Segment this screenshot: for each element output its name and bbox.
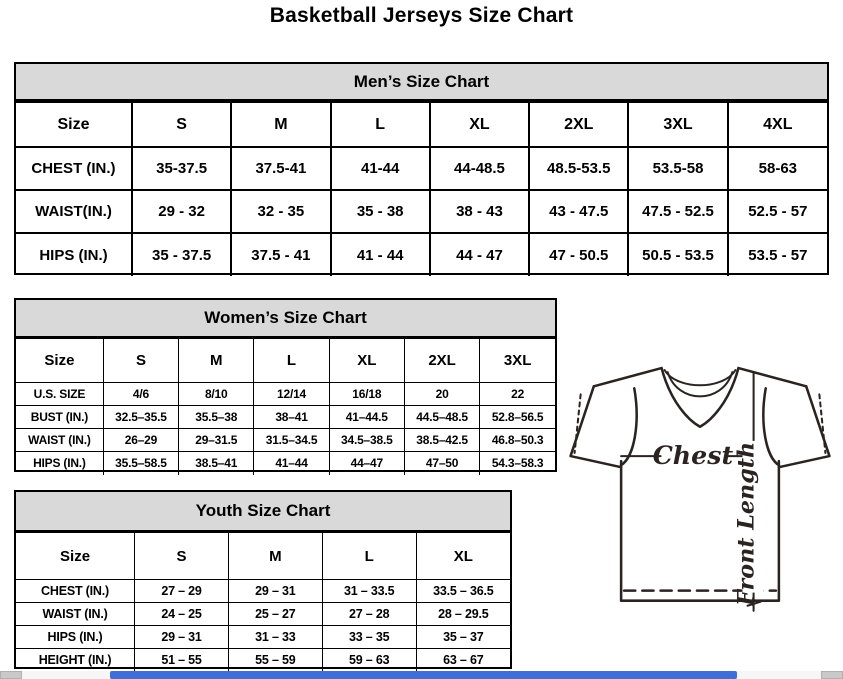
size-value-cell: 52.8–56.5 bbox=[480, 406, 555, 429]
youth-size-chart-title: Youth Size Chart bbox=[16, 492, 510, 532]
column-header: 3XL bbox=[480, 339, 555, 383]
size-value-cell: 38 - 43 bbox=[430, 190, 529, 233]
size-value-cell: 32 - 35 bbox=[231, 190, 330, 233]
row-label: WAIST (IN.) bbox=[16, 603, 135, 626]
size-value-cell: 43 - 47.5 bbox=[529, 190, 628, 233]
row-label: U.S. SIZE bbox=[16, 383, 103, 406]
horizontal-scrollbar[interactable] bbox=[0, 671, 843, 679]
row-label: HIPS (IN.) bbox=[16, 452, 103, 475]
jersey-shoulder-left bbox=[594, 368, 662, 386]
size-value-cell: 35-37.5 bbox=[132, 147, 231, 190]
size-value-cell: 50.5 - 53.5 bbox=[628, 233, 727, 276]
size-value-cell: 4/6 bbox=[103, 383, 178, 406]
size-value-cell: 22 bbox=[480, 383, 555, 406]
size-value-cell: 51 – 55 bbox=[135, 649, 229, 672]
womens-size-chart-title: Women’s Size Chart bbox=[16, 300, 555, 338]
table-row bbox=[16, 383, 555, 406]
jersey-cuff-dash-left bbox=[575, 394, 581, 453]
column-header: S bbox=[135, 533, 229, 580]
size-value-cell: 28 – 29.5 bbox=[416, 603, 510, 626]
size-value-cell: 41–44.5 bbox=[329, 406, 404, 429]
size-value-cell: 12/14 bbox=[254, 383, 329, 406]
size-value-cell: 47 - 50.5 bbox=[529, 233, 628, 276]
size-value-cell: 38–41 bbox=[254, 406, 329, 429]
size-value-cell: 63 – 67 bbox=[416, 649, 510, 672]
size-value-cell: 24 – 25 bbox=[135, 603, 229, 626]
scroll-left-button[interactable] bbox=[0, 671, 22, 679]
size-value-cell: 31.5–34.5 bbox=[254, 429, 329, 452]
size-value-cell: 29 – 31 bbox=[228, 580, 322, 603]
size-value-cell: 27 – 28 bbox=[322, 603, 416, 626]
size-value-cell: 53.5-58 bbox=[628, 147, 727, 190]
youth-size-chart bbox=[14, 490, 512, 669]
size-value-cell: 32.5–35.5 bbox=[103, 406, 178, 429]
front-length-label: Front Length bbox=[733, 441, 760, 606]
table-row bbox=[16, 452, 555, 475]
jersey-shoulder-right bbox=[738, 368, 806, 386]
column-header: XL bbox=[416, 533, 510, 580]
size-value-cell: 35.5–58.5 bbox=[103, 452, 178, 475]
size-value-cell: 8/10 bbox=[179, 383, 254, 406]
column-header: L bbox=[322, 533, 416, 580]
mens-size-chart bbox=[14, 62, 829, 275]
size-value-cell: 38.5–41 bbox=[179, 452, 254, 475]
row-label: WAIST(IN.) bbox=[16, 190, 132, 233]
column-header: 2XL bbox=[529, 102, 628, 147]
size-value-cell: 41–44 bbox=[254, 452, 329, 475]
table-row bbox=[16, 190, 827, 233]
size-column-header: Size bbox=[16, 533, 135, 580]
table-row bbox=[16, 429, 555, 452]
row-label: WAIST (IN.) bbox=[16, 429, 103, 452]
table-row bbox=[16, 580, 510, 603]
size-value-cell: 41-44 bbox=[331, 147, 430, 190]
size-value-cell: 55 – 59 bbox=[228, 649, 322, 672]
size-value-cell: 53.5 - 57 bbox=[728, 233, 827, 276]
size-value-cell: 29–31.5 bbox=[179, 429, 254, 452]
column-header: XL bbox=[430, 102, 529, 147]
size-value-cell: 31 – 33.5 bbox=[322, 580, 416, 603]
size-value-cell: 48.5-53.5 bbox=[529, 147, 628, 190]
table-row bbox=[16, 147, 827, 190]
size-value-cell: 52.5 - 57 bbox=[728, 190, 827, 233]
size-value-cell: 34.5–38.5 bbox=[329, 429, 404, 452]
jersey-armhole-right bbox=[763, 388, 779, 465]
column-header: 4XL bbox=[728, 102, 827, 147]
womens-size-table bbox=[16, 338, 555, 475]
page-title: Basketball Jerseys Size Chart bbox=[269, 4, 574, 27]
scroll-right-button[interactable] bbox=[821, 671, 843, 679]
jersey-measurement-diagram bbox=[563, 360, 837, 628]
column-header: M bbox=[228, 533, 322, 580]
size-column-header: Size bbox=[16, 339, 103, 383]
table-row bbox=[16, 649, 510, 672]
column-header: L bbox=[331, 102, 430, 147]
row-label: CHEST (IN.) bbox=[16, 147, 132, 190]
size-value-cell: 59 – 63 bbox=[322, 649, 416, 672]
column-header: XL bbox=[329, 339, 404, 383]
size-value-cell: 29 - 32 bbox=[132, 190, 231, 233]
row-label: HIPS (IN.) bbox=[16, 626, 135, 649]
size-value-cell: 27 – 29 bbox=[135, 580, 229, 603]
row-label: CHEST (IN.) bbox=[16, 580, 135, 603]
size-value-cell: 37.5 - 41 bbox=[231, 233, 330, 276]
size-value-cell: 38.5–42.5 bbox=[404, 429, 479, 452]
size-value-cell: 31 – 33 bbox=[228, 626, 322, 649]
size-value-cell: 47.5 - 52.5 bbox=[628, 190, 727, 233]
row-label: HEIGHT (IN.) bbox=[16, 649, 135, 672]
size-value-cell: 37.5-41 bbox=[231, 147, 330, 190]
womens-size-chart bbox=[14, 298, 557, 472]
size-value-cell: 35.5–38 bbox=[179, 406, 254, 429]
size-value-cell: 35 - 38 bbox=[331, 190, 430, 233]
column-header: 3XL bbox=[628, 102, 727, 147]
size-value-cell: 44.5–48.5 bbox=[404, 406, 479, 429]
size-value-cell: 33 – 35 bbox=[322, 626, 416, 649]
size-value-cell: 44 - 47 bbox=[430, 233, 529, 276]
column-header: M bbox=[179, 339, 254, 383]
column-header: S bbox=[132, 102, 231, 147]
table-row bbox=[16, 233, 827, 276]
table-row bbox=[16, 603, 510, 626]
jersey-collar-outer bbox=[662, 368, 739, 427]
size-value-cell: 44-48.5 bbox=[430, 147, 529, 190]
row-label: BUST (IN.) bbox=[16, 406, 103, 429]
size-column-header: Size bbox=[16, 102, 132, 147]
size-value-cell: 33.5 – 36.5 bbox=[416, 580, 510, 603]
chest-label: Chest bbox=[652, 440, 734, 471]
jersey-cuff-dash-right bbox=[819, 394, 825, 453]
size-value-cell: 46.8–50.3 bbox=[480, 429, 555, 452]
size-value-cell: 29 – 31 bbox=[135, 626, 229, 649]
column-header: M bbox=[231, 102, 330, 147]
column-header: L bbox=[254, 339, 329, 383]
size-value-cell: 54.3–58.3 bbox=[480, 452, 555, 475]
mens-size-chart-title: Men’s Size Chart bbox=[16, 64, 827, 101]
scrollbar-thumb[interactable] bbox=[110, 671, 737, 679]
size-value-cell: 16/18 bbox=[329, 383, 404, 406]
size-value-cell: 41 - 44 bbox=[331, 233, 430, 276]
size-value-cell: 35 - 37.5 bbox=[132, 233, 231, 276]
youth-size-table bbox=[16, 532, 510, 672]
size-value-cell: 47–50 bbox=[404, 452, 479, 475]
column-header: S bbox=[103, 339, 178, 383]
size-value-cell: 44–47 bbox=[329, 452, 404, 475]
size-value-cell: 35 – 37 bbox=[416, 626, 510, 649]
column-header: 2XL bbox=[404, 339, 479, 383]
size-value-cell: 25 – 27 bbox=[228, 603, 322, 626]
size-value-cell: 58-63 bbox=[728, 147, 827, 190]
table-row bbox=[16, 626, 510, 649]
jersey-armhole-left bbox=[621, 388, 637, 465]
row-label: HIPS (IN.) bbox=[16, 233, 132, 276]
jersey-collar-inner bbox=[665, 370, 736, 385]
mens-size-table bbox=[16, 101, 827, 276]
table-row bbox=[16, 406, 555, 429]
size-value-cell: 26–29 bbox=[103, 429, 178, 452]
size-value-cell: 20 bbox=[404, 383, 479, 406]
